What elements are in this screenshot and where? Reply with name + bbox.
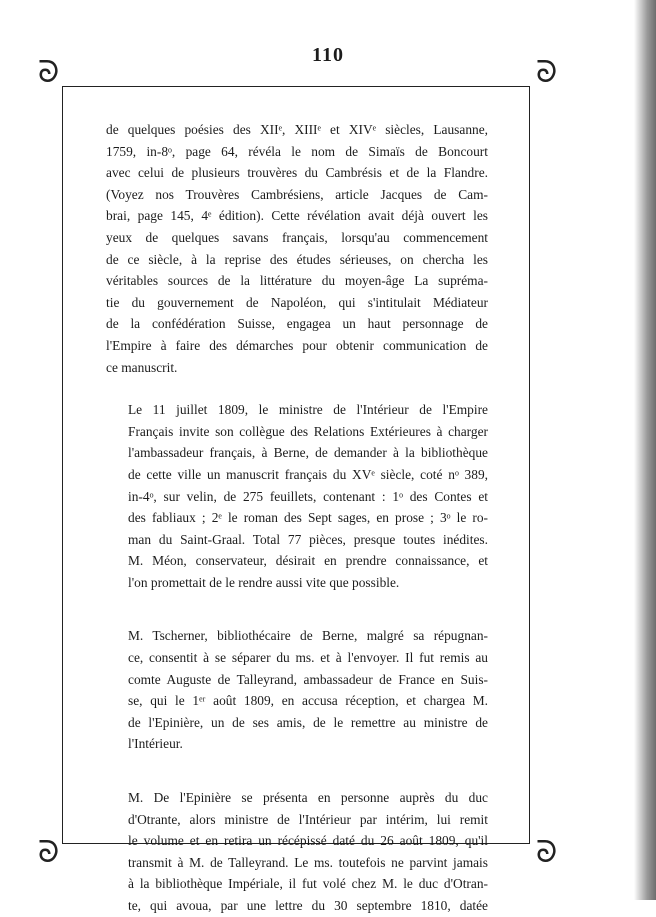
ornament-bottom-left-icon: ᘐ: [38, 835, 60, 870]
frame-top-rule: [62, 86, 530, 87]
text-line: d'Otrante, alors ministre de l'Intérieur par intérim, lui remit: [128, 811, 488, 827]
text-line: se, qui le 1ᵉʳ août 1809, en accusa réception, et chargea M.: [128, 693, 488, 709]
text-line: te, qui avoua, par une lettre du 30 septembre 1810, datée: [128, 898, 488, 913]
text-line: 1759, in-8ᵒ, page 64, révéla le nom de Simaïs de Boncourt: [106, 143, 488, 159]
paragraph-1: [106, 119, 488, 378]
text-line: avec celui de plusieurs trouvères du Cambrésis et de la Flandre.: [106, 165, 488, 181]
paragraph-4: [106, 787, 488, 917]
text-line: M. Tscherner, bibliothécaire de Berne, malgré sa répugnan-: [128, 628, 488, 644]
text-line: yeux de quelques savans français, lorsqu'au commencement: [106, 229, 488, 245]
text-line: ce manuscrit.: [106, 359, 178, 375]
ornament-top-right-icon: ᘐ: [536, 55, 558, 90]
text-line: transmit à M. de Talleyrand. Le ms. toutefois ne parvint jamais: [128, 854, 488, 870]
paragraph-3: [106, 625, 488, 755]
ornament-top-left-icon: ᘐ: [38, 55, 60, 90]
text-line: M. Méon, conservateur, désirait en prendre connaissance, et: [128, 553, 488, 569]
text-line: l'Intérieur.: [128, 736, 183, 752]
text-line: véritables sources de la littérature du moyen-âge La supréma-: [106, 273, 488, 289]
text-line: brai, page 145, 4ᵉ édition). Cette révélation avait déjà ouvert les: [106, 208, 488, 224]
text-line: man du Saint-Graal. Total 77 pièces, presque toutes inédites.: [128, 531, 488, 547]
text-line: comte Auguste de Talleyrand, ambassadeur de France en Suis-: [128, 671, 488, 687]
text-line: de ce siècle, à la reprise des études sérieuses, on chercha les: [106, 251, 488, 267]
text-line: l'Empire à faire des démarches pour obtenir communication de: [106, 337, 488, 353]
page-number: 110: [312, 44, 344, 66]
text-line: de l'Epinière, un de ses amis, de le remettre au ministre de: [128, 714, 488, 730]
text-line: de cette ville un manuscrit français du XVᵉ siècle, coté nᵒ 389,: [128, 466, 488, 482]
text-line: Français invite son collègue des Relations Extérieures à charger: [128, 423, 488, 439]
text-line: le volume et en retira un récépissé daté du 26 août 1809, qu'il: [128, 833, 488, 849]
text-line: l'on promettait de le rendre aussi vite que possible.: [128, 574, 400, 590]
ornament-bottom-right-icon: ᘐ: [536, 835, 558, 870]
body-text: [106, 119, 488, 917]
text-line: in-4ᵒ, sur velin, de 275 feuillets, contenant : 1ᵒ des Contes et: [128, 488, 488, 504]
text-line: des fabliaux ; 2ᵉ le roman des Sept sages, en prose ; 3ᵒ le ro-: [128, 510, 488, 526]
text-line: l'ambassadeur français, à Berne, de demander à la bibliothèque: [128, 445, 488, 461]
text-line: (Voyez nos Trouvères Cambrésiens, article Jacques de Cam-: [106, 186, 488, 202]
paragraph-2: [106, 399, 488, 593]
text-line: à la bibliothèque Impériale, il fut volé chez M. le duc d'Otran-: [128, 876, 488, 892]
text-line: de quelques poésies des XIIᵉ, XIIIᵉ et XIVᵉ siècles, Lausanne,: [106, 122, 488, 137]
text-line: M. De l'Epinière se présenta en personne auprès du duc: [128, 790, 488, 806]
text-line: tie du gouvernement de Napoléon, qui s'intitulait Médiateur: [106, 294, 488, 310]
text-line: Le 11 juillet 1809, le ministre de l'Intérieur de l'Empire: [128, 402, 488, 418]
text-line: de la confédération Suisse, engagea un haut personnage de: [106, 316, 488, 332]
text-line: ce, consentit à se séparer du ms. et à l'envoyer. Il fut remis au: [128, 650, 488, 666]
page-edge-shadow: [634, 0, 656, 900]
